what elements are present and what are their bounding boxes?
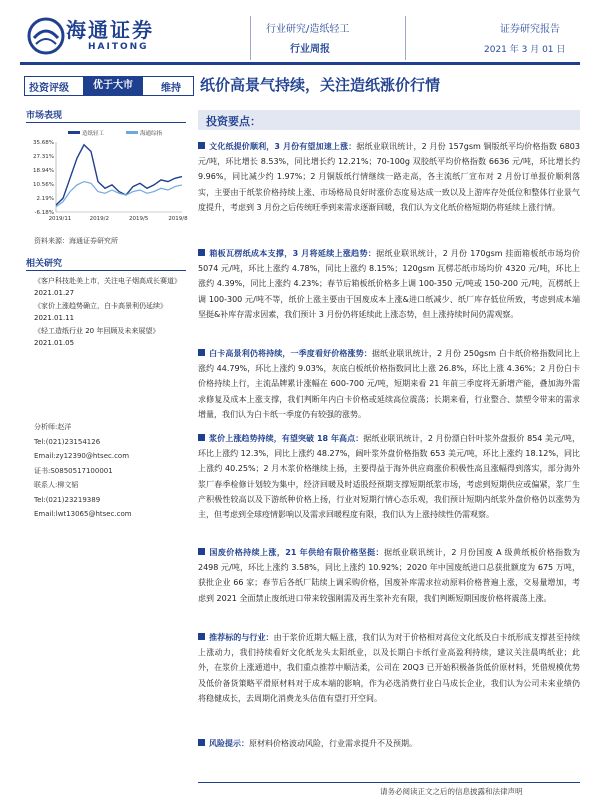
legend-label: 海通综指 <box>140 131 163 137</box>
series-line <box>56 182 182 207</box>
analyst-cert: 证书:S0850517100001 <box>34 466 113 475</box>
contact-email[interactable]: Email:lwt13065@htsec.com <box>34 510 132 518</box>
rating-action: 维持 <box>161 83 181 94</box>
bullet-square <box>198 349 205 356</box>
rating-value: 优于大市 <box>83 77 143 95</box>
bullet-square <box>198 548 205 555</box>
chart-source: 资料来源：海通证券研究所 <box>34 237 118 245</box>
keypoint-body: 原材料价格波动风险，行业需求提升不及预期。 <box>249 739 417 748</box>
x-tick-label: 2019/8 <box>168 216 188 222</box>
logo-text-cn: 海通证券 <box>66 18 154 42</box>
keypoint-body: 据纸业联讯统计，2 月份漂白针叶浆外盘报价 854 美元/吨，环比上涨约 12.3%，同比上涨约 48.27%，阔叶浆外盘价格指数 653 美元/吨，环比上涨约 18.12%，同比上涨约 40.25%；2 月木浆价格继续上扬，主要得益于海外供应商涨价积极性高且涨幅得到落实，部分海外浆厂春季检修计划较为集中，经济回暖及时适股经预期支撑短期纸浆市场，考虑到短期供应或偏紧，浆厂生产积极性较高以及下游纸种价格上扬，行业对短期行情心态乐观，我们预计短期内纸浆外盘价格仍以涨势为主，但考虑到全球疫情影响以及需求回暖程度有限，我们认为上涨持续性仍需观察。 <box>198 434 581 520</box>
header-divider <box>405 16 406 60</box>
report-type: 行业周报 <box>290 44 330 55</box>
y-tick-label: 35.68% <box>33 140 54 146</box>
y-tick-label: 27.31% <box>33 154 54 160</box>
keypoint-paragraph <box>198 736 580 751</box>
section-rule <box>26 122 186 123</box>
market-chart-svg <box>26 128 190 228</box>
bullet-square <box>198 633 205 640</box>
keypoint-lead: 国废价格持续上涨，21 年供给有限价格坚挺： <box>209 548 384 557</box>
y-tick-label: 2.19% <box>36 196 54 202</box>
keypoint-paragraph <box>198 630 580 706</box>
analyst-tel: Tel:(021)23154126 <box>34 437 101 446</box>
market-chart <box>26 128 190 228</box>
header-rule <box>20 62 580 65</box>
keypoint-paragraph <box>198 346 580 422</box>
keypoint-lead: 箱板瓦楞纸成本支撑，3 月将延续上涨趋势： <box>209 249 377 258</box>
logo-text-en: HAITONG <box>88 42 149 52</box>
section-rule <box>26 270 186 271</box>
rating-box <box>24 76 194 96</box>
keypoint-paragraph <box>198 246 580 322</box>
legend-swatch <box>68 131 80 134</box>
bullet-square <box>198 142 205 149</box>
header-divider <box>250 16 251 60</box>
market-heading: 市场表现 <box>26 111 63 121</box>
keypoint-lead: 推荐标的与行业： <box>209 633 274 642</box>
keypoint-lead: 文化纸提价顺利，3 月份有望加速上涨： <box>209 142 357 151</box>
x-tick-label: 2019/2 <box>89 216 110 222</box>
legend-swatch <box>126 131 138 134</box>
legend-label: 造纸轻工 <box>82 131 105 137</box>
related-item[interactable]: 《客户科技赴美上市，关注电子烟高成长赛道》2021.01.27 <box>34 277 181 297</box>
report-title: 纸价高景气持续，关注造纸涨价行情 <box>200 76 441 94</box>
bullet-square <box>198 249 205 256</box>
keypoint-lead: 浆价上涨趋势持续，有望突破 18 年高点： <box>209 434 364 443</box>
series-line <box>56 145 182 205</box>
footer-disclaimer: 请务必阅读正文之后的信息披露和法律声明 <box>380 787 523 796</box>
keypoints-heading: 投资要点： <box>206 115 261 128</box>
related-list <box>34 276 184 349</box>
related-item[interactable]: 《家价上涨趋势确立，白卡高景利仍延续》2021.01.11 <box>34 302 167 322</box>
y-tick-label: -6.18% <box>34 210 54 216</box>
keypoint-body: 据纸业联讯统计，2 月份 250gsm 白卡纸价格指数同比上涨约 44.79%，环比上涨约 9.03%，灰底白板纸价格指数同比上涨 26.8%，环比上涨 4.36%；2 月份白卡价格持续上行，主流品牌累计涨幅在 600-700 元/吨，短期来看 21 年前三季度将无新增产能，叠加海外需求修复及成本上涨支撑，我们判断年内白卡价格或延续高位震荡；长期来看，行业整合、禁塑令带来的需求增量，我们认为白卡纸一季度仍有较强的涨势。 <box>198 349 581 419</box>
contact-tel: Tel:(021)23219389 <box>34 495 101 504</box>
doc-type: 证券研究报告 <box>500 24 560 35</box>
analyst-email[interactable]: Email:zy12390@htsec.com <box>34 452 130 460</box>
footer-rule <box>198 782 580 783</box>
y-tick-label: 18.94% <box>33 168 54 174</box>
analyst-info <box>34 420 132 522</box>
related-heading: 相关研究 <box>26 259 63 269</box>
keypoint-lead: 白卡高景利仍将持续，一季度看好价格涨势： <box>209 349 372 358</box>
related-item[interactable]: 《轻工造纸行业 20 年回顾及未来展望》2021.01.05 <box>34 327 160 347</box>
keypoint-paragraph <box>198 139 580 215</box>
contact-name: 联系人:柳文韬 <box>34 481 79 489</box>
rating-label: 投资评级 <box>29 83 69 94</box>
keypoint-body: 据纸业联讯统计，2 月份国废 A 级黄纸板价格指数为 2498 元/吨，环比上涨约 3.58%，同比上涨约 10.92%；2020 年中国废纸进口总获批额度为 675 万吨，获批企业 66 家；春节后各纸厂陆续上调采购价格，国废补库需求拉动原料价格普遍上涨，交易量增加，考虑到 2021 全面禁止废纸进口带来较强刚需及再生浆补充有限，我们判断短期国废价格将震荡上涨。 <box>198 548 580 603</box>
report-category: 行业研究/造纸轻工 <box>266 24 350 35</box>
report-date: 2021 年 3 月 01 日 <box>484 45 566 55</box>
keypoint-paragraph <box>198 431 580 522</box>
y-tick-label: 10.56% <box>33 182 54 188</box>
keypoint-body: 据纸业联讯统计，2 月份 170gsm 挂面箱板纸市场均价 5074 元/吨，环比上涨约 4.78%，同比上涨约 8.15%；120gsm 瓦楞芯纸市场均价 4320 元/吨，环比上涨约 4.39%，同比上涨约 4.23%；春节后箱板纸价格多上调 100-350 元/吨或 150-200 元/吨，瓦楞纸上调 100-300 元/吨不等，纸价上涨主要由于国废成本上涨&进口纸减少、纸厂库存低位所致，考虑到成本端坚挺&补库存需求因素，我们预计 3 月份仍将延续此上涨态势，但上涨持续时间仍需观察。 <box>198 249 580 319</box>
bullet-square <box>198 434 205 441</box>
keypoint-paragraph <box>198 545 580 606</box>
x-tick-label: 2019/5 <box>128 216 149 222</box>
x-tick-label: 2019/11 <box>48 216 72 222</box>
keypoint-body: 由于浆价近期大幅上涨，我们认为对于价格相对高位文化纸及白卡纸形成支撑甚至持续上涨动力，我们持续看好文化纸龙头太阳纸业，以及长期白卡纸行业高盈利持续，建议关注晨鸣纸业；此外，在浆价上涨通道中，我们重点推荐中顺洁柔，公司在 20Q3 已开始积极备货低价原材料，凭借规模优势及低价备货策略平滑原材料对于成本端的影响，作为必选消费行业白马成长企业，我们认为公司未来业绩仍将稳健成长，去周期化消费龙头估值有望打开空间。 <box>198 633 581 703</box>
bullet-square <box>198 739 205 746</box>
keypoint-lead: 风险提示： <box>209 739 249 748</box>
analyst-name: 分析师:赵洋 <box>34 423 72 431</box>
keypoint-body: 据纸业联讯统计，2 月份 157gsm 铜版纸平均价格指数 6803 元/吨，环比增长 8.53%，同比增长约 12.21%；70-100g 双胶纸平均价格指数 6636 元/吨，环比增长约 9.96%，同比减少约 1.97%；2 月铜版纸行情继续一路走高，各主流纸厂宣布对 2 月份订单报价顺利落实，主要由于纸浆价格持续上涨、市场格局良好时涨价态度易达成一致以及上游库存处低位和整体行业景气度提升，考虑到 3 月份之后传统旺季到来需求逐渐回暖，我们认为文化纸价格短期仍将延续上涨行情。 <box>198 142 580 212</box>
